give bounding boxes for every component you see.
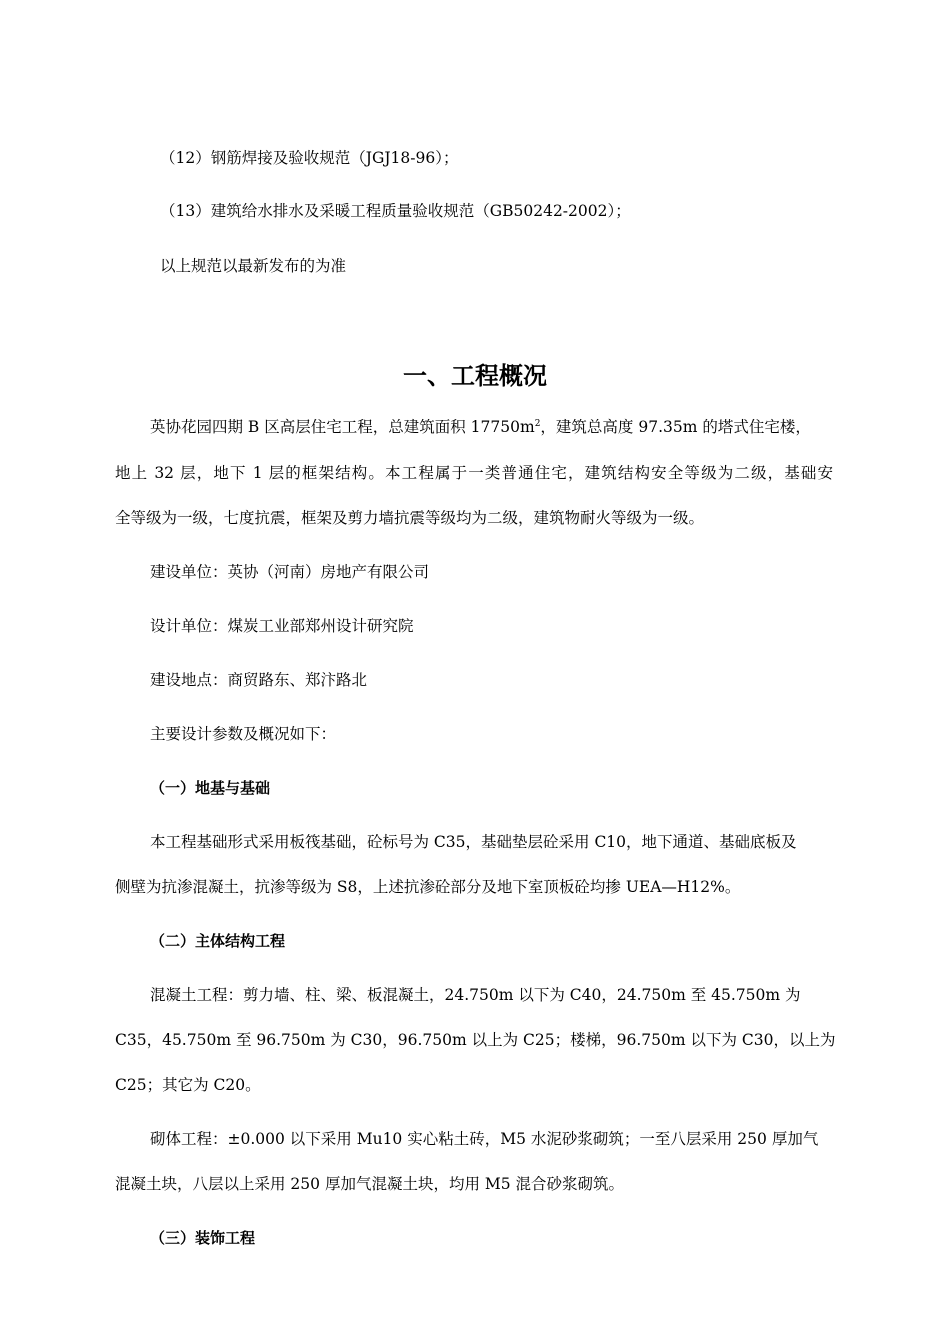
- masonry-line-2: 混凝土块，八层以上采用 250 厚加气混凝土块，均用 M5 混合砂浆砌筑。: [115, 1175, 625, 1193]
- params-intro: 主要设计参数及概况如下：: [150, 725, 337, 743]
- designer-info: 设计单位：煤炭工业部郑州设计研究院: [150, 617, 414, 635]
- builder-info: 建设单位：英协（河南）房地产有限公司: [150, 563, 430, 581]
- reference-note: 以上规范以最新发布的为准: [160, 257, 347, 275]
- section-title: 一、工程概况: [403, 362, 547, 390]
- foundation-line-2: 侧壁为抗渗混凝土，抗渗等级为 S8，上述抗渗砼部分及地下室顶板砼均掺 UEA—H12%。: [115, 878, 741, 896]
- concrete-line-3: C25；其它为 C20。: [115, 1076, 261, 1094]
- overview-line-3: 全等级为一级，七度抗震，框架及剪力墙抗震等级均为二级，建筑物耐火等级为一级。: [115, 509, 705, 527]
- reference-item-12: （12）钢筋焊接及验收规范（JGJ18-96）；: [160, 149, 459, 167]
- subsection-heading-foundation: （一）地基与基础: [150, 779, 271, 797]
- foundation-line-1: 本工程基础形式采用板筏基础，砼标号为 C35，基础垫层砼采用 C10，地下通道、基础底板及: [150, 833, 797, 851]
- superscript-2: 2: [534, 418, 541, 429]
- masonry-line-1: 砌体工程：±0.000 以下采用 Mu10 实心粘土砖，M5 水泥砂浆砌筑；一至八层采用 250 厚加气: [150, 1130, 819, 1148]
- concrete-line-2: C35，45.750m 至 96.750m 为 C30，96.750m 以上为 C25；楼梯，96.750m 以下为 C30，以上为: [115, 1031, 836, 1049]
- overview-line-1: 英协花园四期 B 区高层住宅工程，总建筑面积 $17750m^2$，建筑总高度 97.35m 的塔式住宅楼，: [150, 418, 811, 436]
- subsection-heading-decoration: （三）装饰工程: [150, 1229, 256, 1247]
- concrete-line-1: 混凝土工程：剪力墙、柱、梁、板混凝土，24.750m 以下为 C40，24.750m 至 45.750m 为: [150, 986, 801, 1004]
- reference-item-13: （13）建筑给水排水及采暖工程质量验收规范（GB50242-2002）；: [160, 202, 631, 220]
- subsection-heading-structure: （二）主体结构工程: [150, 932, 286, 950]
- overview-line-2: 地上 32 层，地下 1 层的框架结构。本工程属于一类普通住宅，建筑结构安全等级为二级，基础安: [115, 464, 833, 482]
- location-info: 建设地点：商贸路东、郑汴路北: [150, 671, 368, 689]
